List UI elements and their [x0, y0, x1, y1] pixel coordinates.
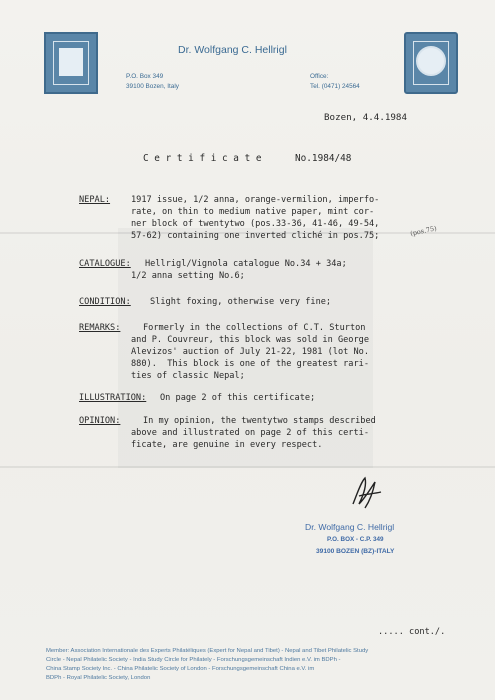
letterhead-office-label: Office:: [310, 73, 329, 80]
letterhead-name: Dr. Wolfgang C. Hellrigl: [178, 44, 287, 56]
remarks-line: ties of classic Nepal;: [131, 371, 245, 381]
certificate-number: No.1984/48: [295, 153, 352, 164]
signature-icon: [345, 474, 385, 512]
condition-label: CONDITION:: [79, 297, 131, 307]
catalogue-line: 1/2 anna setting No.6;: [131, 271, 245, 281]
letterhead-po-box: P.O. Box 349: [126, 73, 164, 80]
footer-line: China Stamp Society Inc. - China Philatelic Society of London - Forschungsgemeinschaft China e.V. im: [46, 666, 315, 672]
letterhead-city: 39100 Bozen, Italy: [126, 83, 179, 90]
catalogue-label: CATALOGUE:: [79, 259, 131, 269]
rubber-stamp-city: 39100 BOZEN (BZ)-ITALY: [316, 548, 395, 555]
opinion-line: ficate, are genuine in every respect.: [131, 440, 323, 450]
opinion-line: above and illustrated on page 2 of this certi-: [131, 428, 369, 438]
rubber-stamp-name: Dr. Wolfgang C. Hellrigl: [305, 522, 395, 532]
nepal-label: NEPAL:: [79, 195, 111, 205]
nepal-stamp-right-icon: [404, 32, 458, 94]
nepal-line: 57-62) containing one inverted cliché in pos.75;: [131, 231, 380, 241]
nepal-line: rate, on thin to medium native paper, mint cor-: [131, 207, 375, 217]
remarks-line: and P. Couvreur, this block was sold in George: [131, 335, 369, 345]
handwritten-note: (pos.75): [409, 224, 438, 238]
opinion-line: In my opinion, the twentytwo stamps described: [143, 416, 376, 426]
nepal-line: 1917 issue, 1/2 anna, orange-vermilion, imperfo-: [131, 195, 380, 205]
illustration-label: ILLUSTRATION:: [79, 393, 147, 403]
footer-line: Member: Association Internationale des Experts Philatéliques (Expert for Nepal and Tibet) - Nepal and Tibet Philatelic Study: [46, 648, 369, 654]
footer-line: Circle - Nepal Philatelic Society - India Study Circle for Philately - Forschungsgemeinschaft Indien e.V. im BDPh -: [46, 657, 341, 663]
remarks-label: REMARKS:: [79, 323, 121, 333]
date-line: Bozen, 4.4.1984: [324, 112, 407, 123]
remarks-line: Alevizos' auction of July 21-22, 1981 (lot No.: [131, 347, 369, 357]
opinion-label: OPINION:: [79, 416, 121, 426]
rubber-stamp-po-box: P.O. BOX - C.P. 349: [327, 536, 384, 543]
catalogue-line: Hellrigl/Vignola catalogue No.34 + 34a;: [145, 259, 347, 269]
remarks-line: Formerly in the collections of C.T. Sturton: [143, 323, 366, 333]
nepal-line: ner block of twentytwo (pos.33-36, 41-46, 49-54,: [131, 219, 380, 229]
remarks-line: 880). This block is one of the greatest rari-: [131, 359, 369, 369]
nepal-stamp-left-icon: [44, 32, 98, 94]
condition-line: Slight foxing, otherwise very fine;: [150, 297, 332, 307]
illustration-line: On page 2 of this certificate;: [160, 393, 316, 403]
letterhead-tel: Tel. (0471) 24564: [310, 83, 360, 90]
certificate-title: C e r t i f i c a t e: [143, 153, 262, 164]
footer-line: BDPh - Royal Philatelic Society, London: [46, 675, 151, 681]
continued-mark: ..... cont./.: [378, 627, 446, 637]
